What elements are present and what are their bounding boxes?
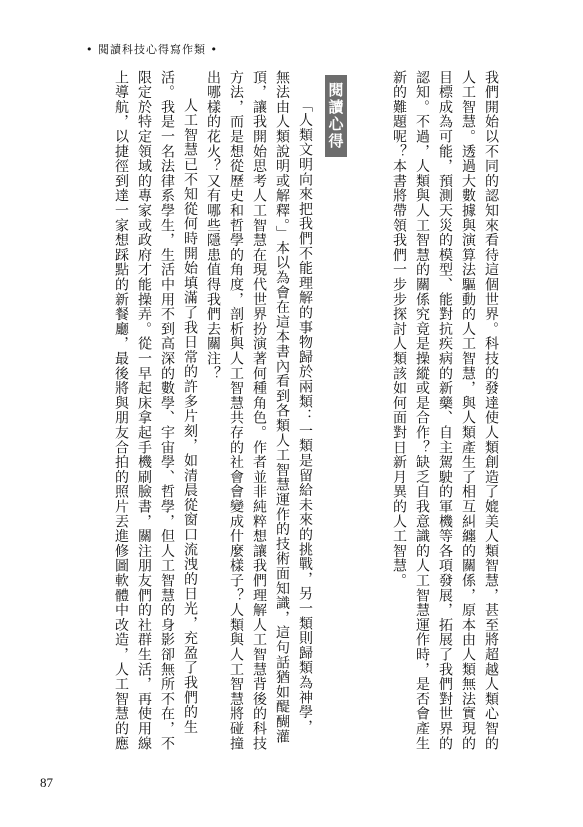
text-line: 認知。不過，人類與人工智慧的關係究竟是操縱或是合作？缺乏自我意識的人工智慧運作時，是否會產生 (414, 70, 430, 751)
text-line: 目標成為可能，預測天災的模型、能對抗疾病的新藥、自主駕駛的軍機等各項發展，拓展了我們對世界的 (437, 70, 453, 751)
text-line: 人工智慧。透過大數據與演算法驅動的人工智慧，與人類產生了相互糾纏的關係，原本由人類無法實現的 (460, 70, 476, 751)
running-header: • 閱讀科技心得寫作類 • (86, 43, 218, 56)
text-line: 頂，讓我開始思考人工智慧在現代世界扮演著何種角色。作者並非純粹想讓我們理解人工智慧背後的科技 (251, 70, 267, 751)
text-line: 人工智慧已不知從何時開始填滿了我日常的許多片刻，如清晨從窗口流洩的日光，充盈了我們的生 (182, 98, 198, 735)
text-line: 限定於特定領域的專家或政府才能操弄。從一早起床拿起手機刷臉書，關注朋友們的社群生活，再使用線 (136, 70, 152, 751)
text-line: 活。我是一名法律系學生，生活中用不到高深的數學、宇宙學、哲學，但人工智慧的身影卻無所不在，不 (159, 70, 175, 751)
text-line: 方法，而是想從歷史和哲學的角度，剖析與人工智慧共存的社會會變成什麼樣子？人類與人工智慧將碰撞 (228, 70, 244, 751)
text-line: 我們開始以不同的認知來看待這個世界。科技的發達使人類創造了媲美人類智慧，甚至將超越人類心智的 (483, 70, 499, 751)
page-number: 87 (40, 775, 53, 790)
text-line: 出哪樣的花火？又有哪些隱患值得我們去關注？ (205, 70, 221, 381)
section-badge: 閱讀心得 (325, 75, 347, 157)
text-line: 無法由人類說明或解釋。」本以為會在這本書內看到各類人工智慧運作的技術面知識，這句話猶如醍醐灌 (274, 70, 290, 744)
text-line: 上導航，以捷徑到達一家想踩點的新餐廳，最後將與朋友合拍的照片丟進修圖軟體中改造，人工智慧的應 (113, 70, 129, 751)
text-line: 新的難題呢？本書將帶領我們一步步探討人類該如何面對日新月異的人工智慧。 (391, 70, 407, 588)
text-line: 「人類文明向來把我們不能理解的事物歸於兩類：一類是留給未來的挑戰，另一類則歸類為神學， (297, 98, 313, 735)
